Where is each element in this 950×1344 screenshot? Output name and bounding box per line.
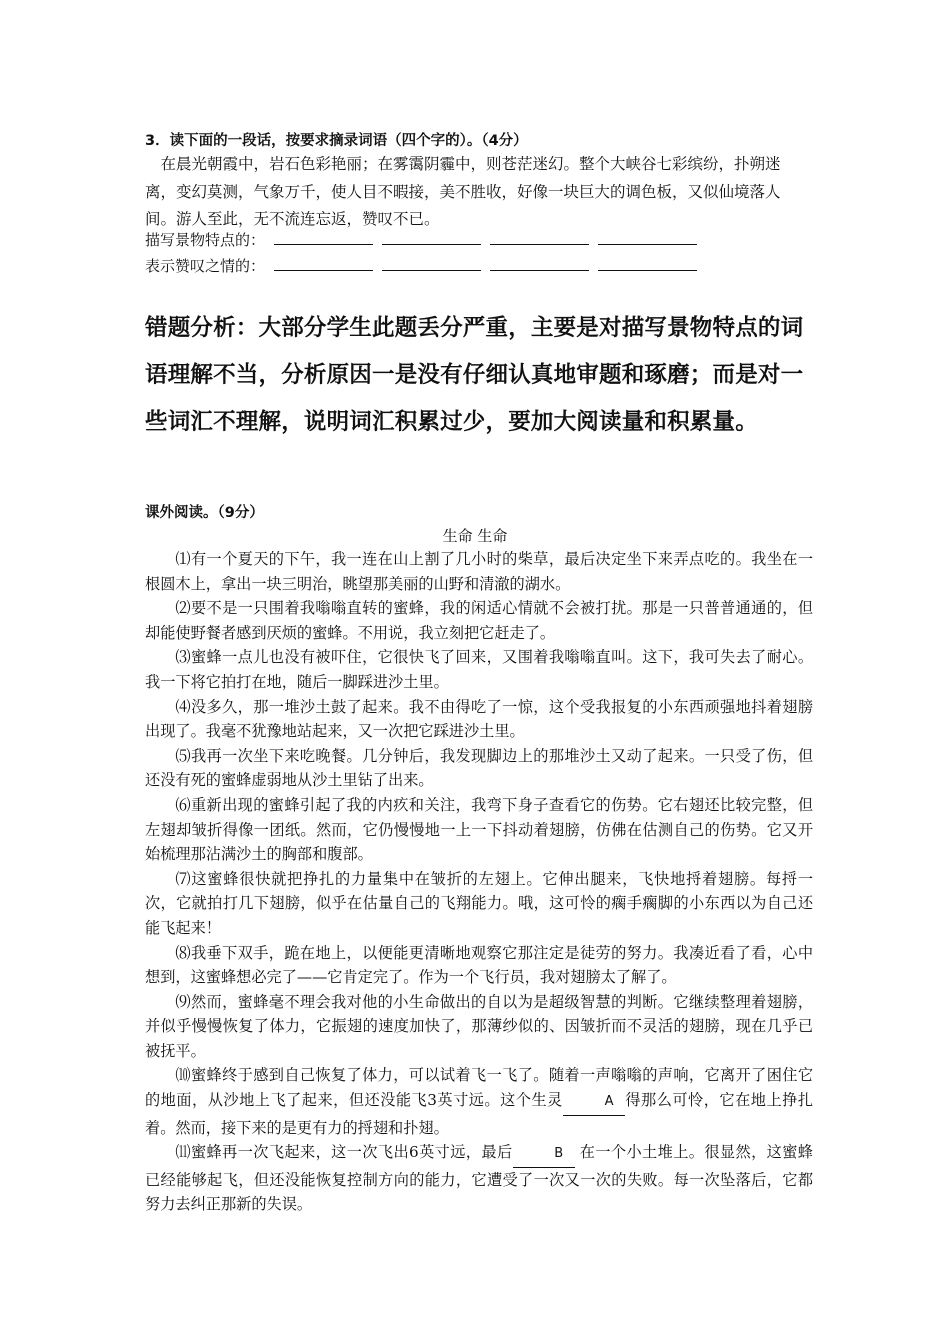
- passage-paragraph-7: ⑺这蜜蜂很快就把挣扎的力量集中在皱折的左翅上。它伸出腿来，飞快地捋着翅膀。每捋一次，它就拍打几下翅膀，似乎在估量自己的飞翔能力。哦，这可怜的瘸手瘸脚的小东西以为自己还能飞起来！: [145, 869, 813, 937]
- passage-paragraph-10: [145, 1063, 813, 1140]
- passage-paragraph-9: ⑼然而，蜜蜂毫不理会我对他的小生命做出的自以为是超级智慧的判断。它继续整理着翅膀，并似乎慢慢恢复了体力，它振翅的速度加快了，那薄纱似的、因皱折而不灵活的翅膀，现在几乎已被抚平。: [145, 992, 813, 1060]
- error-analysis: 错题分析：大部分学生此题丢分严重，主要是对描写景物特点的词语理解不当，分析原因一是没有仔细认真地审题和琢磨；而是对一些词汇不理解，说明词汇积累过少，要加大阅读量和积累量。: [145, 315, 804, 435]
- reading-passage: [145, 547, 813, 1217]
- reading-section-title: 课外阅读。（9分）: [145, 505, 264, 521]
- fill-row-praise: [145, 255, 697, 276]
- passage-title: 生命 生命: [442, 527, 508, 545]
- answer-blank: [490, 256, 589, 271]
- answer-blank: [598, 230, 697, 245]
- passage-paragraph-3: ⑶蜜蜂一点儿也没有被吓住，它很快飞了回来，又围着我嗡嗡直叫。这下，我可失去了耐心。我一下将它拍打在地，随后一脚踩进沙土里。: [145, 648, 813, 691]
- blank-a: A: [563, 1090, 625, 1116]
- answer-blank: [274, 230, 373, 245]
- paragraph-11-text-a: ⑾蜜蜂再一次飞起来，这一次飞出6英寸远，最后: [175, 1143, 513, 1162]
- passage-paragraph-1: ⑴有一个夏天的下午，我一连在山上割了几小时的柴草，最后决定坐下来弄点吃的。我坐在一根圆木上，拿出一块三明治，眺望那美丽的山野和清澈的湖水。: [145, 550, 813, 593]
- fill-row-praise-label: 表示赞叹之情的：: [145, 257, 266, 275]
- passage-paragraph-2: ⑵要不是一只围着我嗡嗡直转的蜜蜂，我的闲适心情就不会被打扰。那是一只普普通通的，但却能使野餐者感到厌烦的蜜蜂。不用说，我立刻把它赶走了。: [145, 599, 813, 642]
- question3-paragraph: 在晨光朝霞中，岩石色彩艳丽；在雾霭阴霾中，则苍茫迷幻。整个大峡谷七彩缤纷，扑朔迷离，变幻莫测，气象万千，使人目不暇接，美不胜收，好像一块巨大的调色板，又似仙境落人间。游人至此，无不流连忘返，赞叹不已。: [145, 155, 781, 228]
- passage-paragraph-11: [145, 1140, 813, 1217]
- passage-paragraph-6: ⑹重新出现的蜜蜂引起了我的内疚和关注，我弯下身子查看它的伤势。它右翅还比较完整，但左翅却皱折得像一团纸。然而，它仍慢慢地一上一下抖动着翅膀，仿佛在估测自己的伤势。它又开始梳理那沾满沙土的胸部和腹部。: [145, 795, 813, 864]
- answer-blank: [382, 256, 481, 271]
- passage-paragraph-4: ⑷没多久，那一堆沙土鼓了起来。我不由得吃了一惊，这个受我报复的小东西顽强地抖着翅膀出现了。我毫不犹豫地站起来，又一次把它踩进沙土里。: [145, 697, 813, 741]
- blank-b: B: [513, 1142, 575, 1168]
- fill-row-features-label: 描写景物特点的：: [145, 231, 266, 249]
- fill-row-features: [145, 229, 697, 250]
- paragraph-11-text-b: 在一个小土堆上。很显然，这蜜蜂已经能够起飞，但还没能恢复控制方向的能力，它遭受了一次又一次的失败。每一次坠落后，它都努力去纠正那新的失误。: [145, 1143, 813, 1214]
- answer-blank: [598, 256, 697, 271]
- paragraph-10-text-b: 得那么可怜，它在地上挣扎着。然而，接下来的是更有力的捋翅和扑翅。: [145, 1091, 814, 1137]
- answer-blank: [490, 230, 589, 245]
- passage-paragraph-8: ⑻我垂下双手，跪在地上，以便能更清晰地观察它那注定是徒劳的努力。我凑近看了看，心中想到，这蜜蜂想必完了——它肯定完了。作为一个飞行员，我对翅膀太了解了。: [145, 943, 813, 987]
- answer-blank: [382, 230, 481, 245]
- paragraph-10-text-a: ⑽蜜蜂终于感到自己恢复了体力，可以试着飞一飞了。随着一声嗡嗡的声响，它离开了困住它的地面，从沙地上飞了起来，但还没能飞3英寸远。这个生灵: [145, 1066, 813, 1110]
- passage-paragraph-5: ⑸我再一次坐下来吃晚餐。几分钟后，我发现脚边上的那堆沙土又动了起来。一只受了伤，但还没有死的蜜蜂虚弱地从沙土里钻了出来。: [145, 746, 813, 790]
- question3-title: 3．读下面的一段话，按要求摘录词语（四个字的）。（4分）: [145, 133, 528, 149]
- answer-blank: [274, 256, 373, 271]
